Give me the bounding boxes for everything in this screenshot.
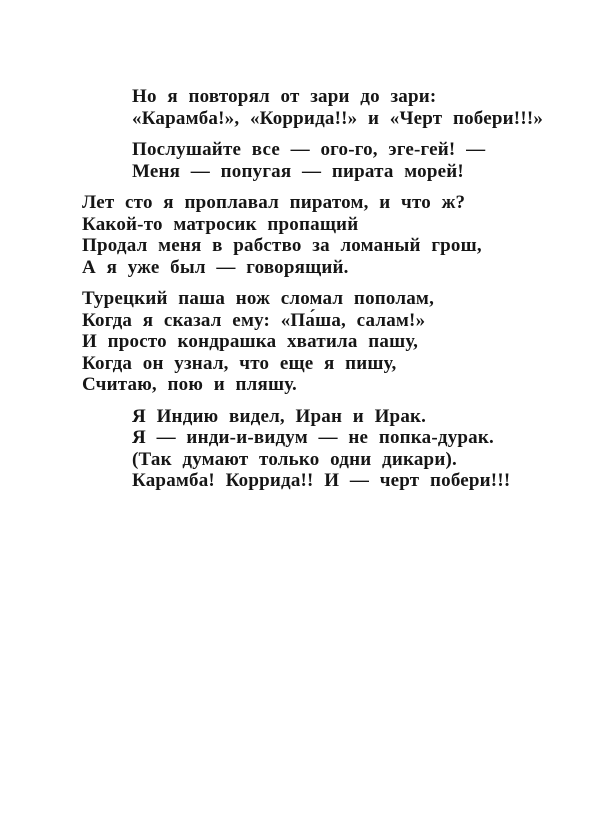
- poem-line: Карамба! Коррида!! И — черт побери!!!: [132, 470, 511, 491]
- poem-line: Продал меня в рабство за ломаный грош,: [82, 235, 482, 256]
- poem-line: Но я повторял от зари до зари:: [132, 86, 437, 107]
- poem-line: Считаю, пою и пляшу.: [82, 374, 298, 395]
- poem-line: Я Индию видел, Иран и Ирак.: [132, 405, 427, 427]
- poem-line: Когда я сказал ему: «Па́ша, салам!»: [82, 309, 426, 331]
- stanza-4: [82, 288, 543, 396]
- stanza-2: [132, 139, 543, 182]
- poem-line: «Карамба!», «Коррида!!» и «Черт побери!!!»: [132, 107, 544, 129]
- poem-line: Послушайте все — ого-го, эге-гей! —: [132, 139, 486, 160]
- stanza-1: [132, 86, 543, 129]
- poem-line: Какой-то матросик пропащий: [82, 213, 359, 235]
- poem-line: И просто кондрашка хватила пашу,: [82, 331, 419, 352]
- poem-text-block: [82, 86, 543, 502]
- poem-line: Когда он узнал, что еще я пишу,: [82, 352, 397, 374]
- poem-line: Я — инди-и-видум — не попка-дурак.: [132, 427, 494, 448]
- stanza-3: [82, 192, 543, 278]
- stanza-5: [132, 406, 543, 492]
- poem-line: Лет сто я проплавал пиратом, и что ж?: [82, 192, 466, 213]
- poem-line: Меня — попугая — пирата морей!: [132, 160, 464, 182]
- poem-line: А я уже был — говорящий.: [82, 256, 349, 278]
- poem-line: Турецкий паша нож сломал пополам,: [82, 288, 435, 309]
- poem-line: (Так думают только одни дикари).: [132, 448, 457, 470]
